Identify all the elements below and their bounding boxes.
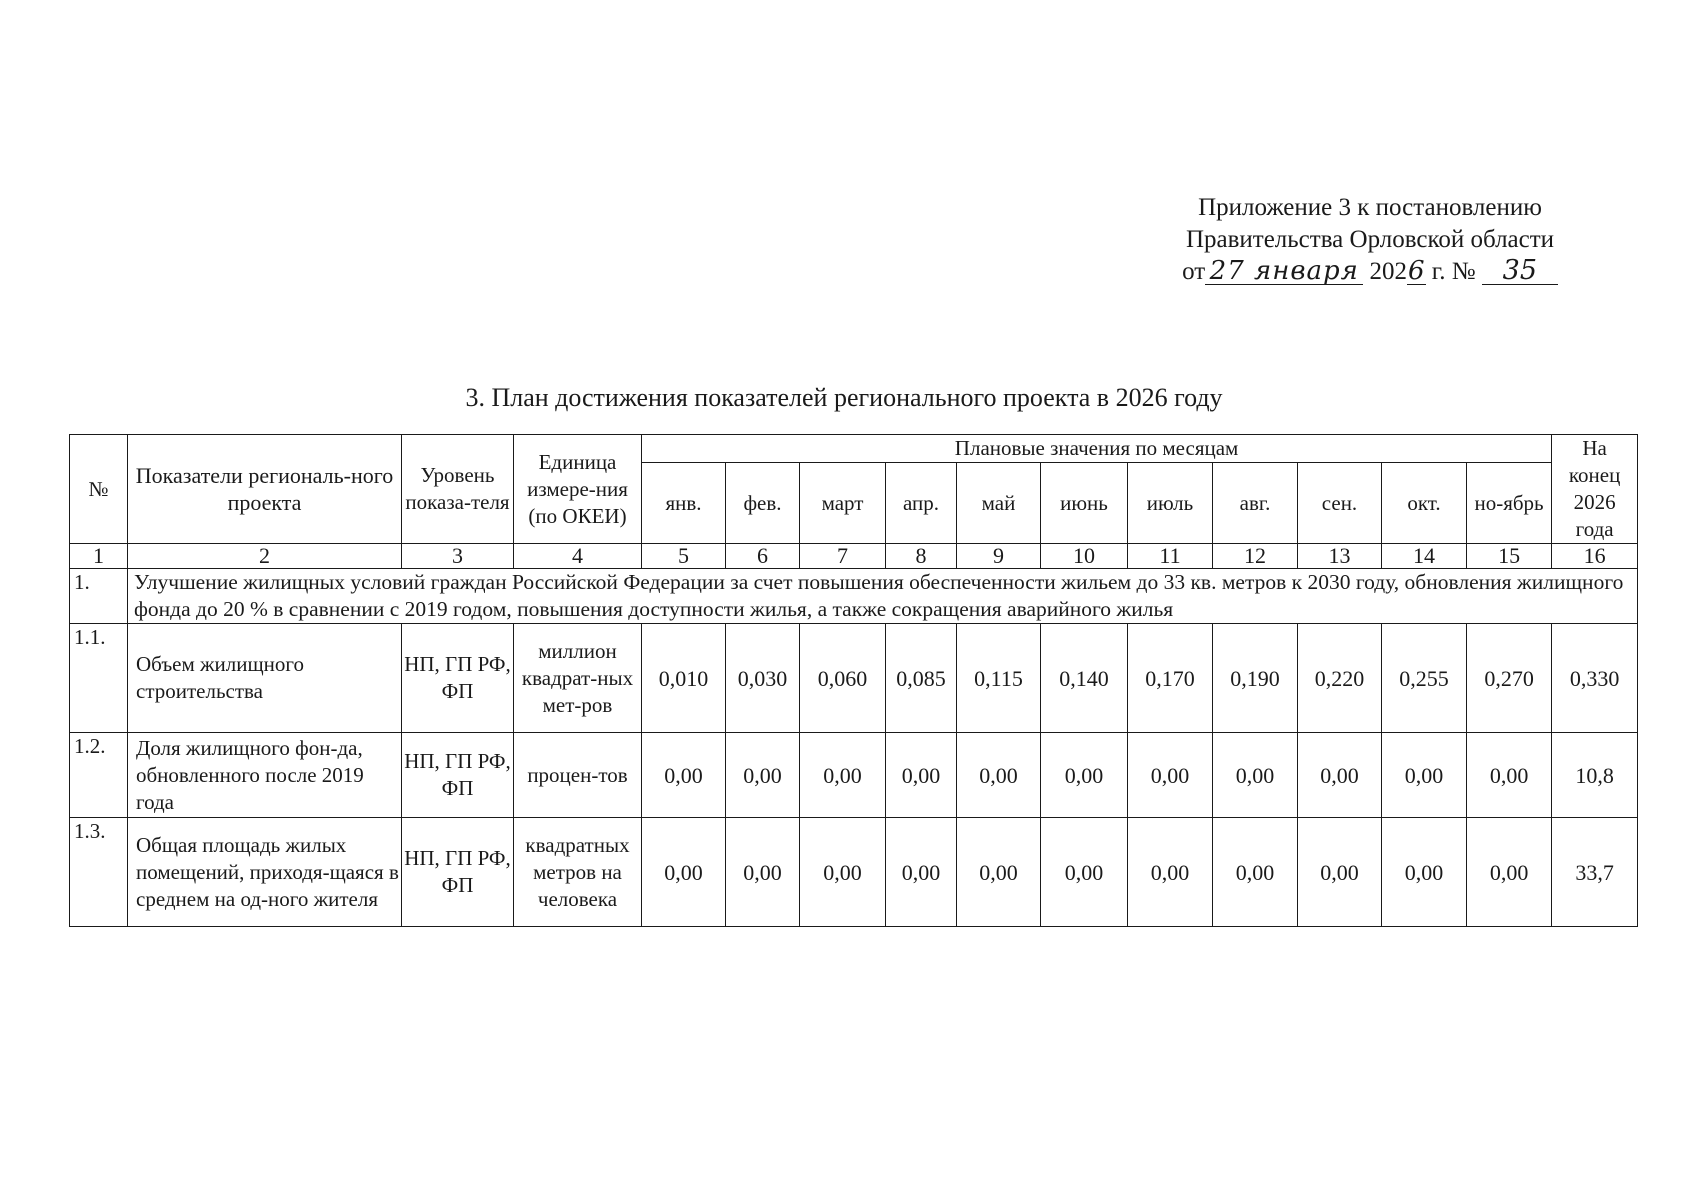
month-value: 0,00 bbox=[800, 733, 886, 818]
column-number: 1 bbox=[70, 544, 128, 569]
annex-line-2: Правительства Орловской области bbox=[1185, 226, 1555, 253]
indicator-level: НП, ГП РФ, ФП bbox=[402, 818, 514, 927]
month-value: 0,00 bbox=[1041, 818, 1128, 927]
month-value: 0,00 bbox=[1298, 818, 1382, 927]
indicator-name: Объем жилищного строительства bbox=[128, 624, 402, 733]
annex-line-3 bbox=[1150, 256, 1590, 288]
month-value: 0,255 bbox=[1382, 624, 1467, 733]
month-value: 0,00 bbox=[1213, 818, 1298, 927]
header-month: янв. bbox=[642, 463, 726, 544]
column-number: 3 bbox=[402, 544, 514, 569]
header-unit: Единица измере-ния (по ОКЕИ) bbox=[514, 435, 642, 544]
month-value: 0,00 bbox=[886, 733, 957, 818]
table-row bbox=[70, 733, 1638, 818]
month-value: 0,00 bbox=[1298, 733, 1382, 818]
month-value: 0,060 bbox=[800, 624, 886, 733]
column-number: 13 bbox=[1298, 544, 1382, 569]
handwritten-date: 27 января bbox=[1205, 258, 1363, 285]
month-value: 0,00 bbox=[800, 818, 886, 927]
month-value: 0,00 bbox=[886, 818, 957, 927]
header-indicator: Показатели региональ-ного проекта bbox=[128, 435, 402, 544]
month-value: 0,00 bbox=[957, 818, 1041, 927]
indicator-unit: квадратных метров на человека bbox=[514, 818, 642, 927]
month-value: 0,00 bbox=[1467, 818, 1552, 927]
month-value: 0,010 bbox=[642, 624, 726, 733]
column-number: 15 bbox=[1467, 544, 1552, 569]
column-number: 5 bbox=[642, 544, 726, 569]
header-year-end: На конец 2026 года bbox=[1552, 435, 1638, 544]
indicator-unit: миллион квадрат-ных мет-ров bbox=[514, 624, 642, 733]
month-value: 0,00 bbox=[642, 733, 726, 818]
month-value: 0,00 bbox=[1467, 733, 1552, 818]
header-month: авг. bbox=[1213, 463, 1298, 544]
column-number: 6 bbox=[726, 544, 800, 569]
year-end-value: 10,8 bbox=[1552, 733, 1638, 818]
column-number: 7 bbox=[800, 544, 886, 569]
header-month: июль bbox=[1128, 463, 1213, 544]
month-value: 0,030 bbox=[726, 624, 800, 733]
column-number: 10 bbox=[1041, 544, 1128, 569]
column-number: 8 bbox=[886, 544, 957, 569]
header-month: но-ябрь bbox=[1467, 463, 1552, 544]
header-month: июнь bbox=[1041, 463, 1128, 544]
header-month: апр. bbox=[886, 463, 957, 544]
month-value: 0,00 bbox=[1382, 818, 1467, 927]
column-number: 12 bbox=[1213, 544, 1298, 569]
month-value: 0,220 bbox=[1298, 624, 1382, 733]
month-value: 0,190 bbox=[1213, 624, 1298, 733]
month-value: 0,00 bbox=[1041, 733, 1128, 818]
month-value: 0,115 bbox=[957, 624, 1041, 733]
column-number: 16 bbox=[1552, 544, 1638, 569]
document-title: 3. План достижения показателей регионального проекта в 2026 году bbox=[465, 383, 1223, 412]
goal-number: 1. bbox=[70, 569, 128, 624]
month-value: 0,00 bbox=[957, 733, 1041, 818]
column-number: 9 bbox=[957, 544, 1041, 569]
row-number: 1.3. bbox=[70, 818, 128, 927]
header-monthly-plan: Плановые значения по месяцам bbox=[642, 435, 1552, 463]
column-number: 14 bbox=[1382, 544, 1467, 569]
indicator-name: Доля жилищного фон-да, обновленного после 2019 года bbox=[128, 733, 402, 818]
handwritten-number: 35 bbox=[1482, 258, 1558, 285]
month-value: 0,00 bbox=[642, 818, 726, 927]
header-month: май bbox=[957, 463, 1041, 544]
column-number: 4 bbox=[514, 544, 642, 569]
month-value: 0,00 bbox=[1128, 733, 1213, 818]
header-month: сен. bbox=[1298, 463, 1382, 544]
year-end-value: 33,7 bbox=[1552, 818, 1638, 927]
month-value: 0,140 bbox=[1041, 624, 1128, 733]
month-value: 0,00 bbox=[726, 733, 800, 818]
table-row bbox=[70, 818, 1638, 927]
indicators-table bbox=[69, 434, 1638, 927]
indicator-level: НП, ГП РФ, ФП bbox=[402, 733, 514, 818]
handwritten-year-digit: 6 bbox=[1408, 256, 1425, 286]
month-value: 0,00 bbox=[1128, 818, 1213, 927]
month-value: 0,170 bbox=[1128, 624, 1213, 733]
month-value: 0,00 bbox=[1213, 733, 1298, 818]
table-row bbox=[70, 624, 1638, 733]
indicator-unit: процен-тов bbox=[514, 733, 642, 818]
header-month: март bbox=[800, 463, 886, 544]
indicator-name: Общая площадь жилых помещений, приходя-щаяся в среднем на од-ного жителя bbox=[128, 818, 402, 927]
column-number: 11 bbox=[1128, 544, 1213, 569]
indicator-level: НП, ГП РФ, ФП bbox=[402, 624, 514, 733]
row-number: 1.1. bbox=[70, 624, 128, 733]
goal-text: Улучшение жилищных условий граждан Российской Федерации за счет повышения обеспеченности жильем до 33 кв. метров к 2030 году, обновления жилищного фонда до 20 % в сравнении с 2019 годом, повышения доступности жилья, а также сокращения аварийного жилья bbox=[128, 569, 1638, 624]
header-number: № bbox=[70, 435, 128, 544]
annex-year-suffix: г. № bbox=[1431, 258, 1476, 285]
annex-year-prefix: 202 bbox=[1369, 258, 1407, 285]
header-level: Уровень показа-теля bbox=[402, 435, 514, 544]
header-month: фев. bbox=[726, 463, 800, 544]
annex-line-1: Приложение 3 к постановлению bbox=[1198, 194, 1542, 221]
month-value: 0,00 bbox=[726, 818, 800, 927]
annex-from-prefix: от bbox=[1182, 258, 1206, 285]
year-end-value: 0,330 bbox=[1552, 624, 1638, 733]
header-month: окт. bbox=[1382, 463, 1467, 544]
month-value: 0,00 bbox=[1382, 733, 1467, 818]
month-value: 0,270 bbox=[1467, 624, 1552, 733]
row-number: 1.2. bbox=[70, 733, 128, 818]
annex-header bbox=[1150, 192, 1590, 288]
column-number: 2 bbox=[128, 544, 402, 569]
month-value: 0,085 bbox=[886, 624, 957, 733]
